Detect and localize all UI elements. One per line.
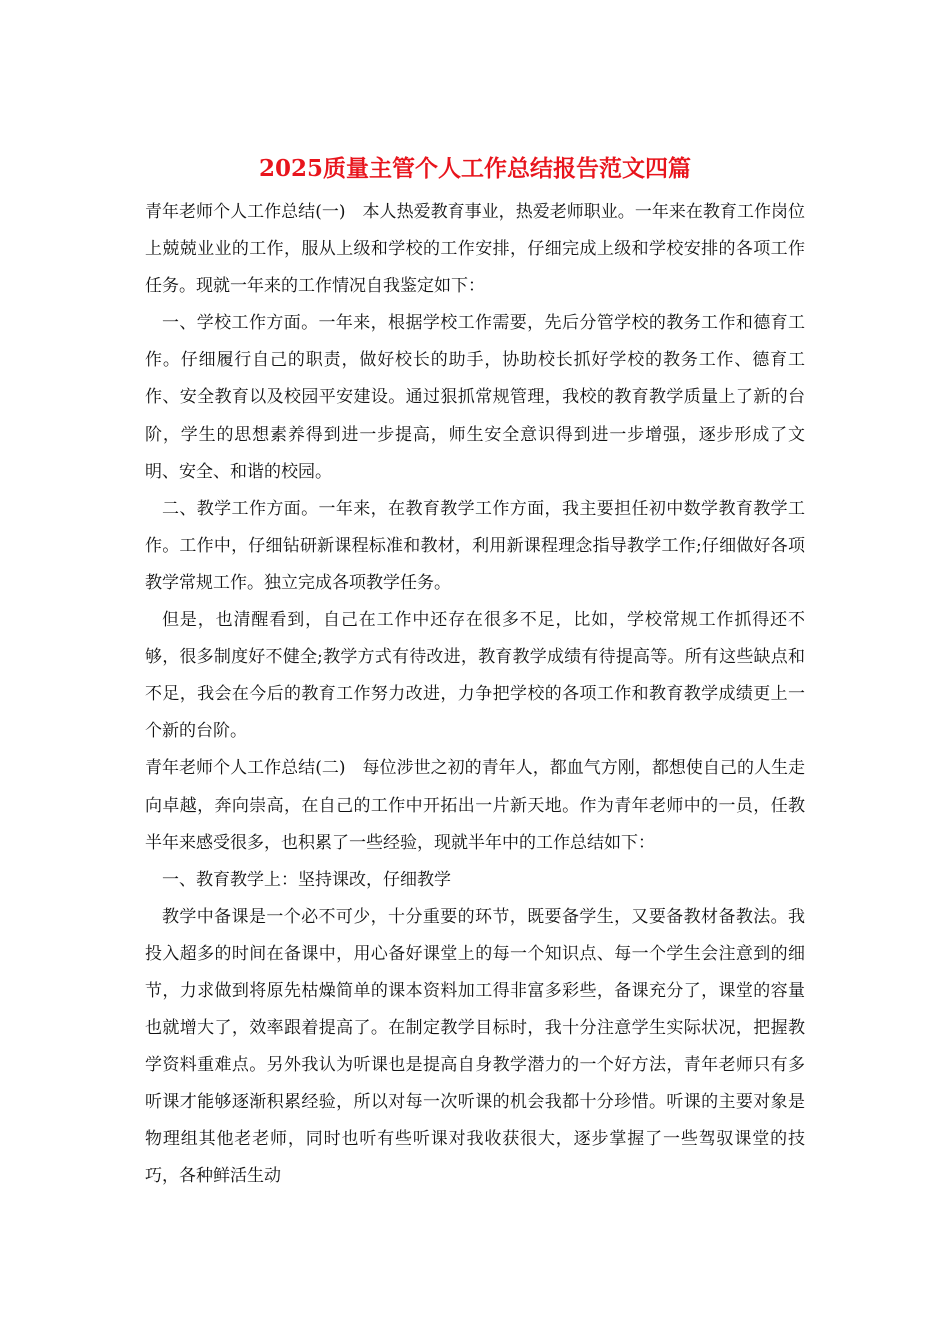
document-title: 2025质量主管个人工作总结报告范文四篇 — [258, 155, 691, 182]
paragraph: 一、教育教学上：坚持课改，仔细教学 — [162, 869, 451, 890]
paragraph: 青年老师个人工作总结(二) 每位涉世之初的青年人，都血气方刚，都想使自己的人生走向卓越，奔向崇高，在自己的工作中开拓出一片新天地。作为青年老师中的一员，任教半年来感受很多，也积累了一些经验，现就半年中的工作总结如下： — [145, 758, 805, 853]
paragraph: 一、学校工作方面。一年来，根据学校工作需要，先后分管学校的教务工作和德育工作。仔细履行自己的职责，做好校长的助手，协助校长抓好学校的教务工作、德育工作、安全教育以及校园平安建设。通过狠抓常规管理，我校的教育教学质量上了新的台阶，学生的思想素养得到进一步提高，师生安全意识得到进一步增强，逐步形成了文明、安全、和谐的校园。 — [145, 313, 805, 482]
paragraph: 二、教学工作方面。一年来，在教育教学工作方面，我主要担任初中数学教育教学工作。工作中，仔细钻研新课程标准和教材，利用新课程理念指导教学工作;仔细做好各项教学常规工作。独立完成各项教学任务。 — [145, 498, 805, 593]
paragraph: 青年老师个人工作总结(一) 本人热爱教育事业，热爱老师职业。一年来在教育工作岗位上兢兢业业的工作，服从上级和学校的工作安排，仔细完成上级和学校安排的各项工作任务。现就一年来的工作情况自我鉴定如下： — [145, 202, 805, 297]
document-body — [145, 194, 805, 1196]
paragraph: 但是，也清醒看到，自己在工作中还存在很多不足，比如，学校常规工作抓得还不够，很多制度好不健全;教学方式有待改进，教育教学成绩有待提高等。所有这些缺点和不足，我会在今后的教育工作努力改进，力争把学校的各项工作和教育教学成绩更上一个新的台阶。 — [145, 610, 805, 742]
paragraph: 教学中备课是一个必不可少，十分重要的环节，既要备学生，又要备教材备教法。我投入超多的时间在备课中，用心备好课堂上的每一个知识点、每一个学生会注意到的细节，力求做到将原先枯燥简单的课本资料加工得非富多彩些，备课充分了，课堂的容量也就增大了，效率跟着提高了。在制定教学目标时，我十分注意学生实际状况，把握教学资料重难点。另外我认为听课也是提高自身教学潜力的一个好方法，青年老师只有多听课才能够逐渐积累经验，所以对每一次听课的机会我都十分珍惜。听课的主要对象是物理组其他老老师，同时也听有些听课对我收获很大，逐步掌握了一些驾驭课堂的技巧，各种鲜活生动 — [145, 906, 805, 1187]
